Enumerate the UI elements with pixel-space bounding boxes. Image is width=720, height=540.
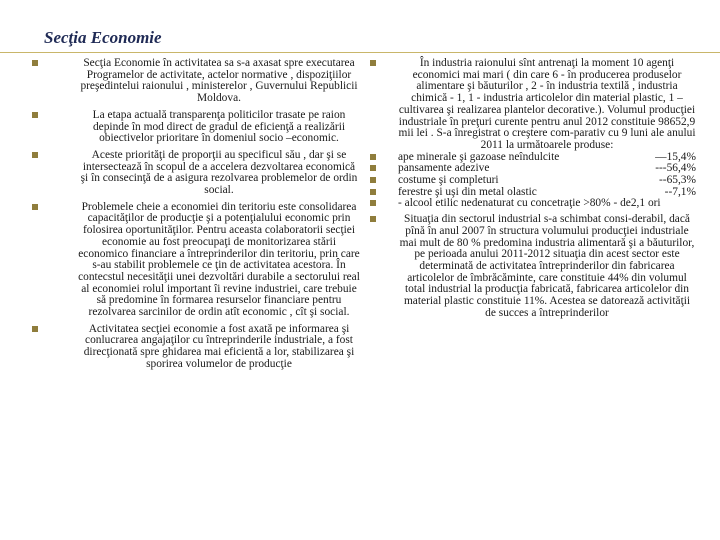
right-intro-item [366, 58, 696, 152]
bullet-icon [32, 60, 38, 66]
row-label: costume şi completuri [398, 174, 499, 187]
title-divider [0, 52, 720, 53]
bullet-icon [370, 177, 376, 183]
bullet-icon [370, 165, 376, 171]
slide-title: Secţia Economie [44, 28, 162, 47]
right-row-item [366, 175, 696, 187]
bullet-icon [370, 189, 376, 195]
row-value: —15,4% [655, 150, 696, 163]
bullet-icon [370, 200, 376, 206]
left-item-text: Activitatea secţiei economie a fost axată pe informarea şi conlucrarea angajaţilor cu întreprinderile industriale, a fost direcţionată spre ghidarea mai eficientă a lor, stabilizarea şi sporirea volumelor de producţie [83, 322, 355, 370]
right-column [366, 58, 696, 319]
bullet-icon [32, 204, 38, 210]
row-value: --7,1% [664, 185, 696, 198]
left-item-text: La etapa actuală transparenţa politicilor trasate pe raion depinde în mod direct de gradul de eficienţă a realizării obiectivelor prioritare în domeniul socio –economic. [92, 108, 346, 145]
left-item-text: Secţia Economie în activitatea sa s-a axasat spre executarea Programelor de activitate, actelor normative , dispoziţiilor preşedintelui raionului , ministerelor , Guvernului Republicii Moldova. [80, 57, 358, 105]
right-final-item [366, 214, 696, 319]
row-label: ape minerale şi gazoase neîndulcite [398, 150, 560, 163]
left-item-5 [30, 324, 360, 371]
bullet-icon [370, 154, 376, 160]
left-column [30, 58, 360, 376]
left-item-4 [30, 202, 360, 319]
row-value: ---56,4% [655, 162, 696, 175]
right-final-text: Situaţia din sectorul industrial s-a schimbat consi-derabil, dacă pînă în anul 2007 în structura volumului producţiei industriale mai mult de 80 % predomina industria alimentară şi a băuturilor, pe perioada anului 2011-2012 situaţia din acest sector este determinată de activitatea întreprinderilor din fabricarea articolelor de îmbrăcăminte, care constituie 44% din volumul total industrial la producţia fabricată, fabricarea articolelor din material plastic constituie 11%. Acestea se datorează activităţii de succes a întreprinderilor [399, 213, 695, 319]
left-item-1 [30, 58, 360, 105]
left-item-2 [30, 110, 360, 145]
bullet-icon [32, 152, 38, 158]
bullet-icon [32, 112, 38, 118]
bullet-icon [370, 60, 376, 66]
left-item-3 [30, 150, 360, 197]
row-label: pansamente adezive [398, 162, 490, 175]
right-intro-text: În industria raionului sînt antrenaţi la moment 10 agenţi economici mai mari ( din care 6 - în producerea produselor alimentare şi băuturilor , 2 - în industria textilă , industria chimică - 1, 1 - industria articolelor din material plastic, 1 – cultivarea şi realizarea plantelor decorative.). Volumul producţiei industriale în preţuri curente pentru anul 2012 constituie 98652,9 mii lei . S-a înregistrat o creştere com-parativ cu 9 luni ale anului 2011 la următoarele produse: [398, 57, 696, 151]
left-item-text: Aceste priorităţi de proporţii au specificul său , dar şi se intersectează în scopul de a accelera dezvoltarea economică şi în consecinţă de a asigura rezolvarea problemelor de ordin social. [80, 148, 358, 197]
bullet-icon [32, 326, 38, 332]
left-item-text: Problemele cheie a economiei din teritoriu este consolidarea capacităţilor de producţie şi a potenţialului economic prin folosirea oportunităţilor. Pentru aceasta colaboratorii secţiei economie au fost preocupaţi de monitorizarea stării economico financiare a întreprinderilor din teritoriu, prin care s-au stabilit problemele ce ţin de activitatea acestora. În contecstul necesităţii unei dezvoltări durabile a sectorului real al economiei rolul important îi revine industriei, care trebuie să predomine în formarea resurselor financiare pentru rezolvarea sarcinilor de ordin atît economic , cît şi social. [78, 200, 360, 319]
row-value: --65,3% [658, 174, 696, 187]
right-alcohol-item [366, 198, 696, 210]
right-alcohol-text: - alcool etilic nedenaturat cu concetraţie >80% - de2,1 ori [398, 197, 661, 210]
bullet-icon [370, 216, 376, 222]
row-label: ferestre şi uşi din metal olastic [398, 185, 537, 198]
